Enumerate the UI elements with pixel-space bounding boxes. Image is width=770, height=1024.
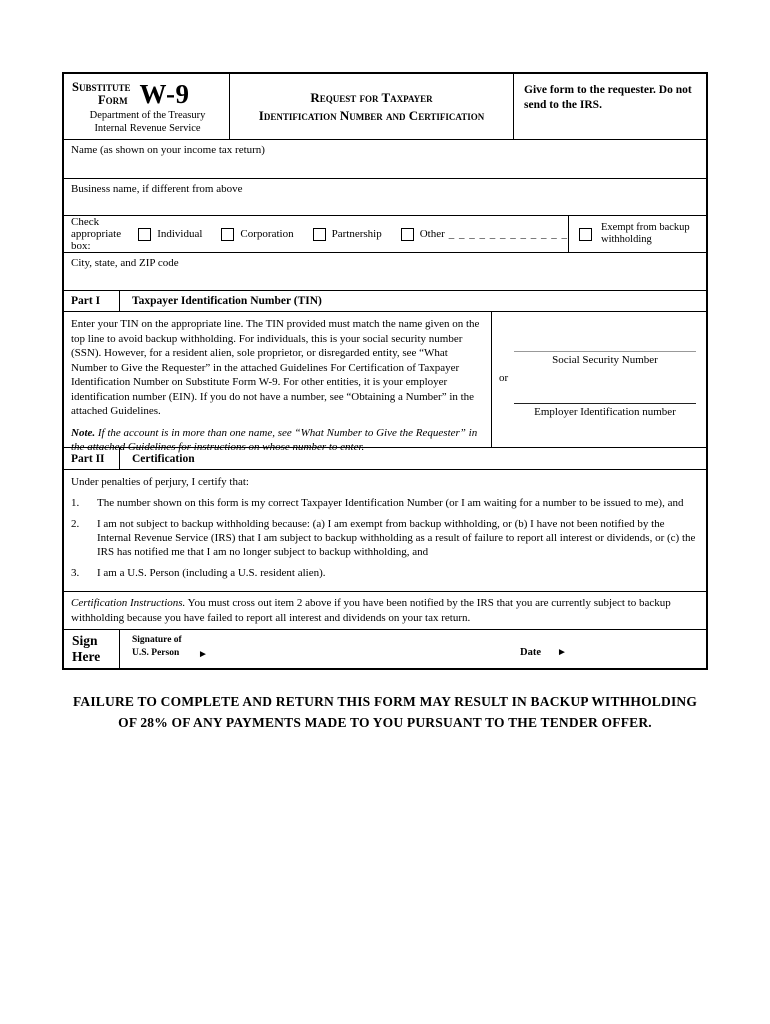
substitute-label: Substitute	[72, 80, 131, 94]
agency-line-2: Internal Revenue Service	[94, 122, 201, 134]
agency-line-1: Department of the Treasury	[89, 110, 206, 121]
part2-title: Certification	[132, 452, 195, 465]
sign-main-cell	[120, 630, 706, 668]
certification-item-2	[71, 517, 698, 559]
sign-row	[64, 630, 706, 668]
signature-label-line-1: Signature of	[132, 635, 182, 645]
ssn-entry	[514, 351, 696, 367]
certification-instructions-text: You must cross out item 2 above if you have been notified by the IRS that you are currently subject to backup withholding because you have failed to report all interest and dividends on your tax return.	[71, 597, 671, 624]
form-header-row	[64, 74, 706, 140]
entity-type-options	[64, 216, 568, 252]
backup-withholding-warning	[62, 691, 708, 733]
part1-title: Taxpayer Identification Number (TIN)	[132, 295, 322, 307]
form-title-block	[230, 74, 514, 139]
part2-label: Part II	[64, 448, 120, 469]
certification-item-3	[71, 566, 698, 580]
option-individual	[138, 228, 202, 241]
tin-entry-cell	[492, 312, 706, 447]
requester-instruction: Give form to the requester. Do not send to the IRS.	[524, 84, 692, 111]
sign-here-label: Sign Here	[64, 630, 120, 668]
city-label: City, state, and ZIP code	[71, 257, 179, 269]
city-input-area[interactable]	[64, 253, 706, 291]
certification-item-1	[71, 496, 698, 510]
signature-label-line-2: U.S. Person	[132, 647, 180, 658]
warning-line-1: FAILURE TO COMPLETE AND RETURN THIS FORM MAY RESULT IN BACKUP WITHHOLDING	[72, 694, 698, 709]
tin-note-label: Note.	[71, 426, 96, 439]
corporation-label: Corporation	[240, 228, 294, 240]
entity-type-row	[64, 216, 706, 253]
partnership-label: Partnership	[331, 228, 382, 240]
item-3-text: I am a U.S. Person (including a U.S. resident alien).	[97, 567, 326, 579]
other-blank-line[interactable]: _ _ _ _ _ _ _ _ _ _ _ _	[448, 228, 568, 240]
part2-header-row	[64, 448, 706, 470]
other-checkbox[interactable]	[401, 228, 414, 241]
certification-body	[64, 470, 706, 592]
item-3-number: 3.	[71, 567, 80, 579]
warning-line-2: OF 28% OF ANY PAYMENTS MADE TO YOU PURSUANT TO THE TENDER OFFER.	[118, 715, 652, 730]
name-label: Name (as shown on your income tax return)	[71, 144, 265, 156]
name-input-area[interactable]	[64, 140, 706, 179]
item-1-text: The number shown on this form is my correct Taxpayer Identification Number (or I am waiting for a number to be issued to me), and	[97, 497, 684, 509]
or-label: or	[499, 372, 509, 384]
tin-section	[64, 312, 706, 453]
option-partnership	[313, 228, 382, 241]
check-prompt-label: Check appropriate box:	[71, 216, 122, 252]
business-name-input-area[interactable]	[64, 179, 706, 216]
ein-label: Employer Identification number	[534, 406, 676, 418]
part1-label: Part I	[64, 291, 120, 311]
exempt-checkbox[interactable]	[579, 228, 592, 241]
business-name-label: Business name, if different from above	[71, 183, 243, 195]
date-label: Date	[520, 647, 541, 658]
w9-form	[62, 72, 708, 670]
exempt-cell	[568, 216, 706, 252]
certification-instructions	[64, 592, 706, 630]
individual-checkbox[interactable]	[138, 228, 151, 241]
form-identity-block	[64, 74, 230, 139]
item-2-number: 2.	[71, 518, 80, 530]
certification-instructions-label: Certification Instructions.	[71, 597, 186, 609]
form-number: W-9	[139, 79, 190, 109]
signature-arrow-icon: ►	[198, 649, 208, 660]
certification-intro: Under penalties of perjury, I certify that:	[71, 476, 249, 488]
option-corporation	[221, 228, 293, 241]
individual-label: Individual	[157, 228, 203, 240]
signature-of-label	[132, 634, 182, 659]
tin-instructions: Enter your TIN on the appropriate line. The TIN provided must match the name given on the top line to avoid backup withholding. For individuals, this is your social security number (SSN). However, for a resident alien, sole proprietor, or disregarded entity, see “What Number to Give the Requester” in the attached Guidelines For Certification of Taxpayer Identification Number on Substitute Form W-9. For other entities, it is your employer identification number (EIN). If you do not have a number, see “Obtaining a Number” in the attached Guidelines.	[71, 318, 480, 417]
tin-note-text: If the account is in more than one name, see “What Number to Give the Requester” in the attached Guidelines for instructions on whose number to enter.	[71, 426, 478, 453]
date-arrow-icon: ►	[557, 646, 567, 658]
item-2-text: I am not subject to backup withholding because: (a) I am exempt from backup withholding, or (b) I have not been notified by the Internal Revenue Service (IRS) that I am subject to backup withholding as a result of failure to report all interest or dividends, or (c) the IRS has notified me that I am no longer subject to backup withholding, and	[97, 518, 696, 558]
tin-instructions-cell	[64, 312, 492, 453]
other-label: Other	[419, 228, 445, 240]
form-word-label: Form	[98, 93, 128, 107]
option-other	[401, 228, 445, 241]
item-1-number: 1.	[71, 497, 80, 509]
signature-input-area[interactable]	[215, 634, 496, 666]
ein-entry	[514, 403, 696, 419]
date-input-area[interactable]	[575, 640, 695, 664]
partnership-checkbox[interactable]	[313, 228, 326, 241]
form-title-line-1: Request for Taxpayer	[310, 89, 433, 105]
ssn-label: Social Security Number	[552, 354, 658, 366]
form-title-line-2: Identification Number and Certification	[258, 107, 485, 123]
corporation-checkbox[interactable]	[221, 228, 234, 241]
exempt-label: Exempt from backup withholding	[601, 221, 690, 245]
part1-header-row	[64, 291, 706, 312]
